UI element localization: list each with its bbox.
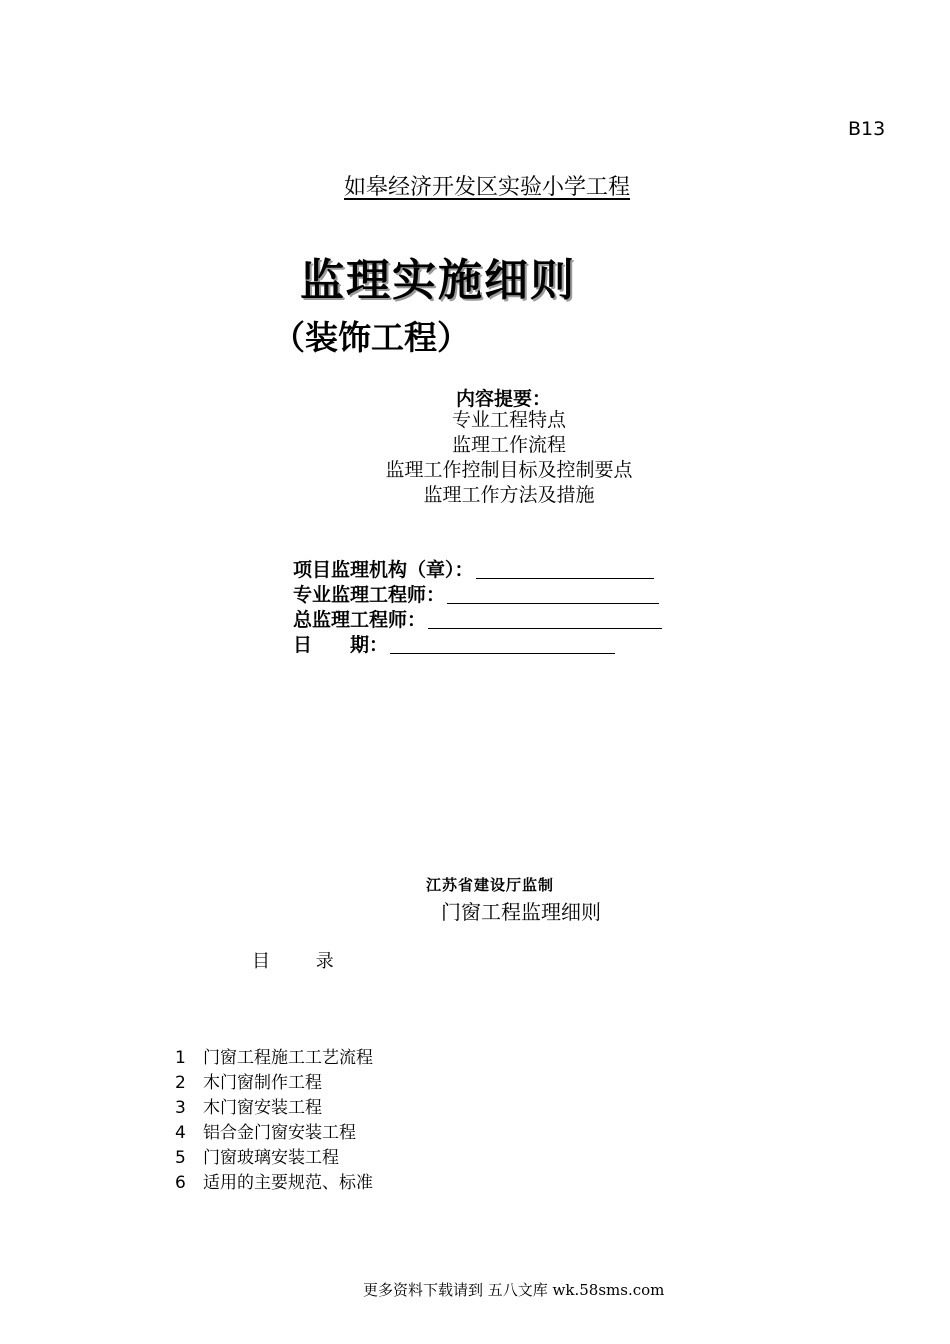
summary-list bbox=[0, 408, 950, 508]
toc-list bbox=[175, 1046, 373, 1196]
toc-item-number: 5 bbox=[175, 1148, 186, 1168]
project-title: 如皋经济开发区实验小学工程 bbox=[344, 175, 631, 200]
signature-field-chief[interactable] bbox=[428, 612, 662, 629]
toc-item bbox=[175, 1071, 373, 1096]
main-title: 监理实施细则 bbox=[300, 255, 576, 306]
toc-item-number: 4 bbox=[175, 1123, 186, 1143]
toc-item-text: 木门窗制作工程 bbox=[203, 1073, 322, 1093]
signature-field-agency[interactable] bbox=[476, 562, 654, 579]
toc-item-text: 木门窗安装工程 bbox=[203, 1098, 322, 1118]
summary-item: 监理工作流程 bbox=[451, 434, 566, 456]
toc-item bbox=[175, 1146, 373, 1171]
toc-item-number: 1 bbox=[175, 1048, 186, 1068]
summary-item: 专业工程特点 bbox=[451, 409, 566, 431]
signature-label: 日 期： bbox=[293, 634, 389, 656]
toc-heading: 目 录 bbox=[252, 951, 334, 972]
signature-label: 总监理工程师： bbox=[293, 609, 427, 631]
toc-item-text: 适用的主要规范、标准 bbox=[203, 1173, 373, 1193]
toc-item-text: 门窗玻璃安装工程 bbox=[203, 1148, 339, 1168]
signature-label: 专业监理工程师： bbox=[293, 584, 446, 606]
toc-item-number: 2 bbox=[175, 1073, 186, 1093]
toc-item-text: 铝合金门窗安装工程 bbox=[203, 1123, 356, 1143]
toc-item bbox=[175, 1046, 373, 1071]
document-code: B13 bbox=[848, 118, 886, 140]
issuer: 江苏省建设厅监制 bbox=[426, 876, 555, 894]
signature-label: 项目监理机构（章）： bbox=[293, 559, 474, 581]
section-title: 门窗工程监理细则 bbox=[441, 900, 601, 924]
footer-download-note: 更多资料下载请到 五八文库 wk.58sms.com bbox=[363, 1281, 665, 1299]
toc-item-text: 门窗工程施工工艺流程 bbox=[203, 1048, 373, 1068]
summary-heading: 内容提要： bbox=[456, 388, 552, 410]
toc-item bbox=[175, 1096, 373, 1121]
signature-block bbox=[293, 558, 662, 658]
signature-row-chief bbox=[293, 608, 662, 633]
toc-item bbox=[175, 1171, 373, 1196]
sub-title: （装饰工程） bbox=[272, 318, 470, 357]
signature-row-agency bbox=[293, 558, 662, 583]
signature-row-date bbox=[293, 633, 662, 658]
signature-field-specialist[interactable] bbox=[447, 587, 659, 604]
signature-row-specialist bbox=[293, 583, 662, 608]
toc-item bbox=[175, 1121, 373, 1146]
summary-item: 监理工作方法及措施 bbox=[423, 484, 595, 506]
signature-field-date[interactable] bbox=[390, 637, 615, 654]
summary-item: 监理工作控制目标及控制要点 bbox=[385, 459, 633, 481]
toc-item-number: 6 bbox=[175, 1173, 186, 1193]
toc-item-number: 3 bbox=[175, 1098, 186, 1118]
